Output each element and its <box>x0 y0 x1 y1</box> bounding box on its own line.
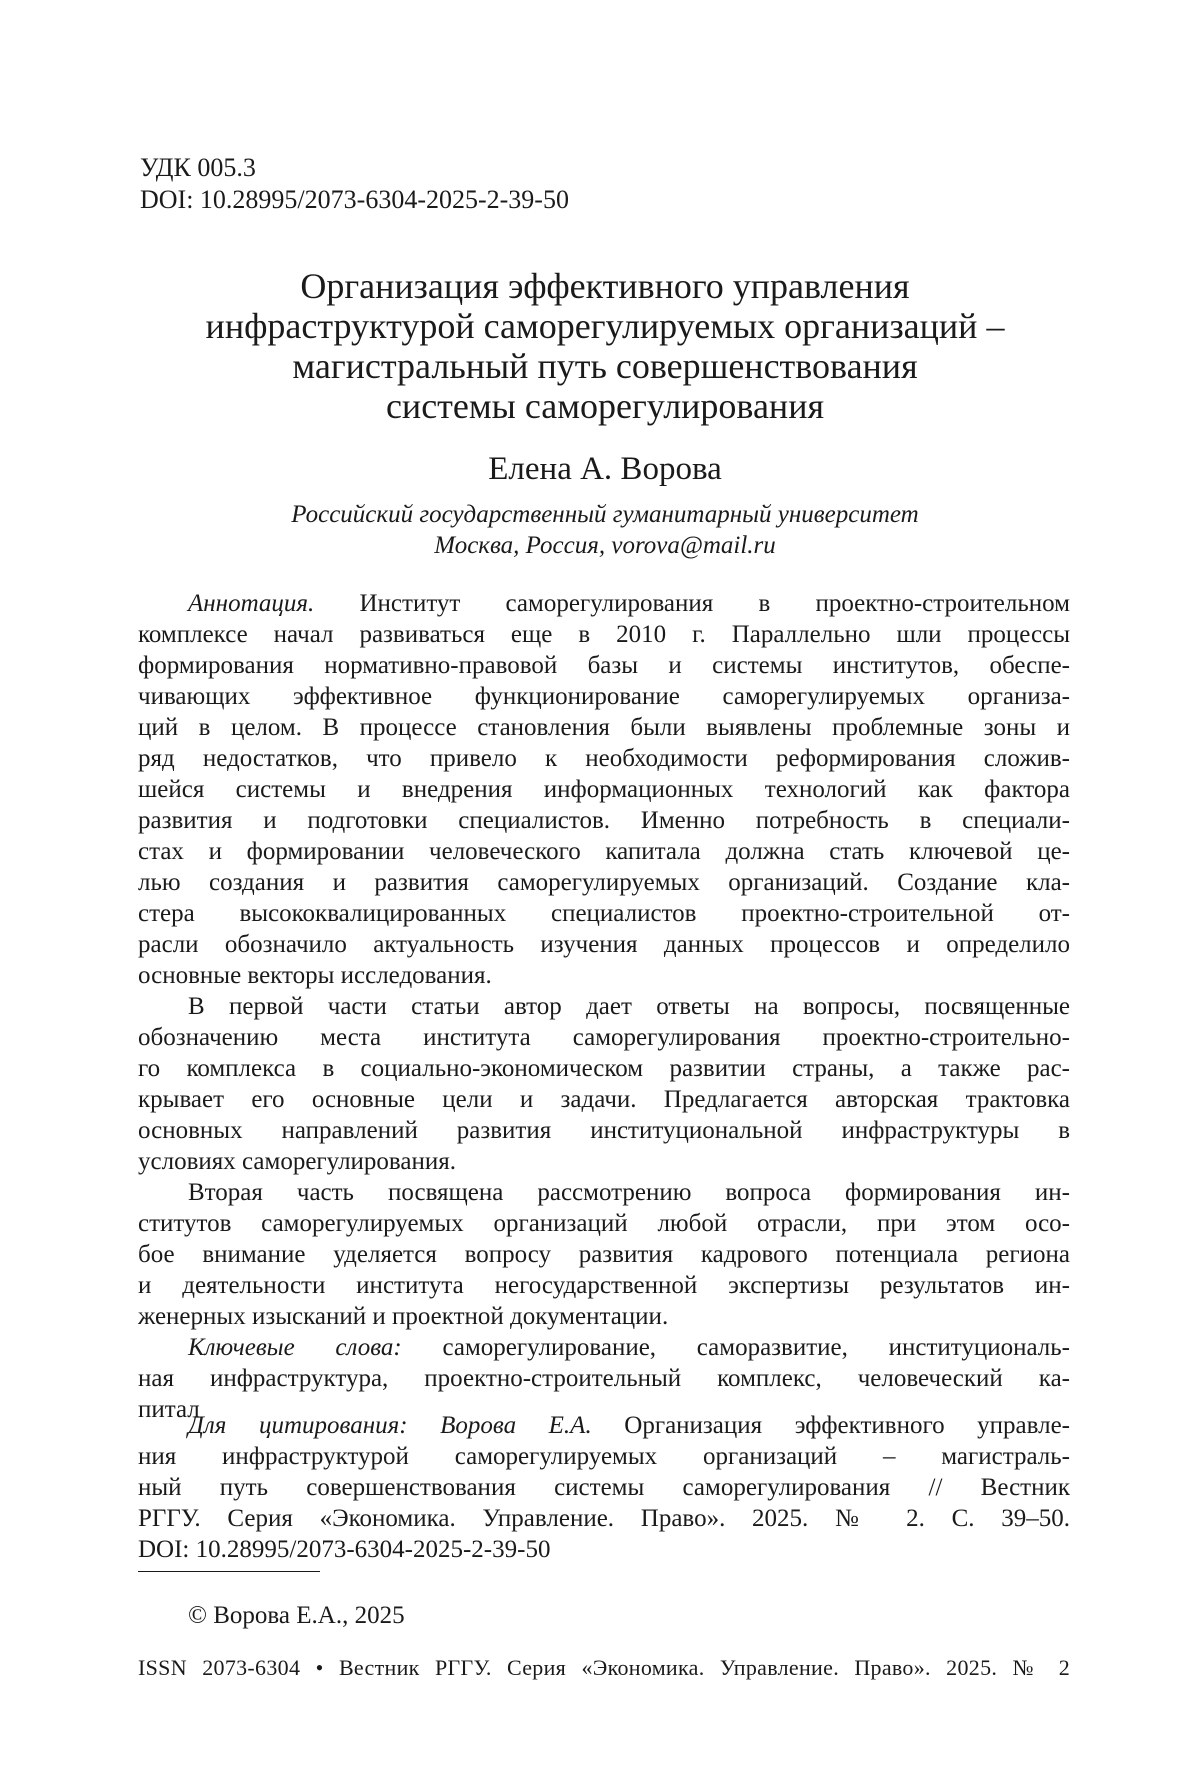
citation-line: Для цитирования: Ворова Е.А. Организация эффективного управле- <box>138 1410 1070 1441</box>
title-line: Организация эффективного управления <box>140 266 1070 306</box>
abstract-line: Аннотация. Институт саморегулирования в проектно-строительном <box>138 588 1070 619</box>
abstract-line: чивающих эффективное функционирование саморегулируемых организа- <box>138 681 1070 712</box>
keywords-label: Ключевые слова: <box>188 1334 402 1361</box>
article-page <box>0 0 1200 1780</box>
abstract-line: ряд недостатков, что привело к необходимости реформирования сложив- <box>138 743 1070 774</box>
keywords-line: Ключевые слова: саморегулирование, саморазвитие, институциональ- <box>138 1332 1070 1363</box>
abstract-line: В первой части статьи автор дает ответы на вопросы, посвященные <box>138 991 1070 1022</box>
abstract-line: го комплекса в социально-экономическом развитии страны, а также рас- <box>138 1053 1070 1084</box>
udk-code: УДК 005.3 <box>140 152 569 184</box>
title-line: инфраструктурой саморегулируемых организаций – <box>140 306 1070 346</box>
title-line: магистральный путь совершенствования <box>140 346 1070 386</box>
citation-line: РГГУ. Серия «Экономика. Управление. Право». 2025. № 2. С. 39–50. <box>138 1503 1070 1534</box>
author-name: Елена А. Ворова <box>140 449 1070 489</box>
affiliation-location: Москва, Россия, vorova@mail.ru <box>140 530 1070 561</box>
abstract-line: шейся системы и внедрения информационных технологий как фактора <box>138 774 1070 805</box>
abstract-line: развития и подготовки специалистов. Именно потребность в специали- <box>138 805 1070 836</box>
abstract-line: ститутов саморегулируемых организаций любой отрасли, при этом осо- <box>138 1208 1070 1239</box>
citation-label: Для цитирования: Ворова Е.А. <box>188 1412 592 1439</box>
abstract-line: лью создания и развития саморегулируемых организаций. Создание кла- <box>138 867 1070 898</box>
abstract-line: ций в целом. В процессе становления были выявлены проблемные зоны и <box>138 712 1070 743</box>
author-affiliation <box>140 499 1070 561</box>
affiliation-university: Российский государственный гуманитарный университет <box>140 499 1070 530</box>
abstract-line: обозначению места института саморегулирования проектно-строительно- <box>138 1022 1070 1053</box>
abstract <box>138 588 1070 1425</box>
keywords-line: питал <box>138 1394 1070 1425</box>
copyright-notice: © Ворова Е.А., 2025 <box>188 1600 405 1631</box>
citation-line: ния инфраструктурой саморегулируемых организаций – магистраль- <box>138 1441 1070 1472</box>
article-title <box>140 266 1070 426</box>
citation-block <box>138 1410 1070 1565</box>
abstract-line: женерных изысканий и проектной документации. <box>138 1301 1070 1332</box>
abstract-line: крывает его основные цели и задачи. Предлагается авторская трактовка <box>138 1084 1070 1115</box>
citation-line: DOI: 10.28995/2073-6304-2025-2-39-50 <box>138 1534 1070 1565</box>
footnote-divider <box>138 1571 320 1572</box>
abstract-line: формирования нормативно-правовой базы и системы институтов, обеспе- <box>138 650 1070 681</box>
abstract-line: расли обозначило актуальность изучения данных процессов и определило <box>138 929 1070 960</box>
abstract-line: стера высококвалицированных специалистов проектно-строительной от- <box>138 898 1070 929</box>
abstract-line: и деятельности института негосударственной экспертизы результатов ин- <box>138 1270 1070 1301</box>
citation-line: ный путь совершенствования системы саморегулирования // Вестник <box>138 1472 1070 1503</box>
journal-footer: ISSN 2073-6304 • Вестник РГГУ. Серия «Экономика. Управление. Право». 2025. № 2 <box>138 1654 1070 1682</box>
abstract-line: стах и формировании человеческого капитала должна стать ключевой це- <box>138 836 1070 867</box>
abstract-label: Аннотация. <box>188 590 314 617</box>
abstract-line: основные векторы исследования. <box>138 960 1070 991</box>
abstract-line: основных направлений развития институциональной инфраструктуры в <box>138 1115 1070 1146</box>
title-line: системы саморегулирования <box>140 386 1070 426</box>
doi: DOI: 10.28995/2073-6304-2025-2-39-50 <box>140 184 569 216</box>
article-meta <box>140 152 569 216</box>
keywords-line: ная инфраструктура, проектно-строительный комплекс, человеческий ка- <box>138 1363 1070 1394</box>
abstract-line: комплексе начал развиваться еще в 2010 г. Параллельно шли процессы <box>138 619 1070 650</box>
abstract-line: Вторая часть посвящена рассмотрению вопроса формирования ин- <box>138 1177 1070 1208</box>
abstract-line: бое внимание уделяется вопросу развития кадрового потенциала региона <box>138 1239 1070 1270</box>
abstract-line: условиях саморегулирования. <box>138 1146 1070 1177</box>
